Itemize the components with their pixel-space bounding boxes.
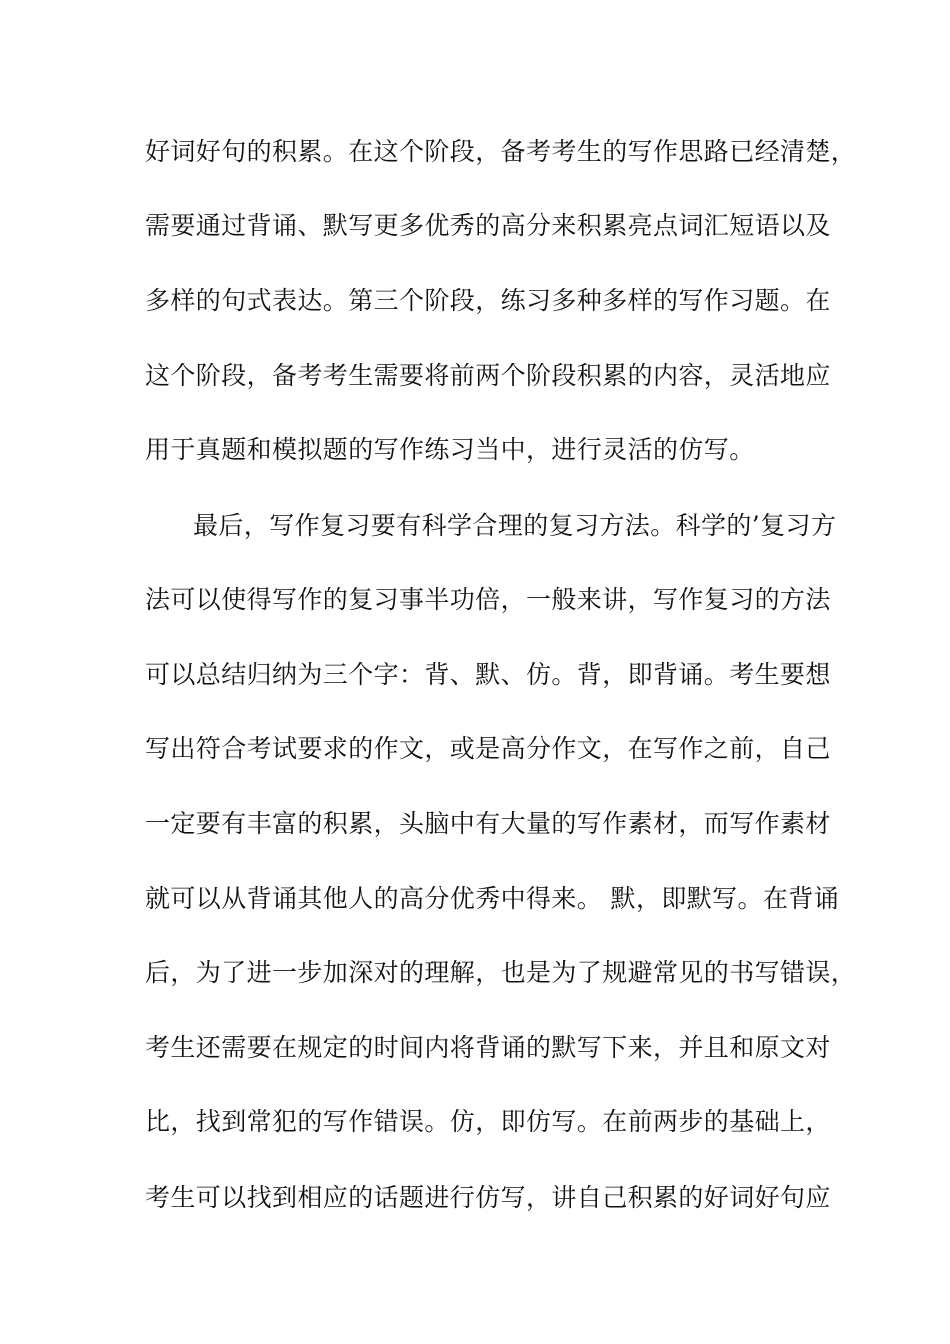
text-line: 最后，写作复习要有科学合理的复习方法。科学的’复习方 xyxy=(193,511,837,540)
text-line: 用于真题和模拟题的写作练习当中，进行灵活的仿写。 xyxy=(145,435,755,464)
text-line: 比，找到常犯的写作错误。仿，即仿写。在前两步的基础上， xyxy=(145,1107,831,1136)
text-line: 这个阶段，备考考生需要将前两个阶段积累的内容，灵活地应 xyxy=(145,361,831,390)
text-line: 考生可以找到相应的话题进行仿写，讲自己积累的好词好句应 xyxy=(145,1183,831,1212)
text-line: 可以总结归纳为三个字：背、默、仿。背，即背诵。考生要想 xyxy=(145,660,831,689)
text-line: 多样的句式表达。第三个阶段，练习多种多样的写作习题。在 xyxy=(145,286,831,315)
text-line: 一定要有丰富的积累，头脑中有大量的写作素材，而写作素材 xyxy=(145,809,831,838)
text-line: 考生还需要在规定的时间内将背诵的默写下来，并且和原文对 xyxy=(145,1033,831,1062)
text-line: 法可以使得写作的复习事半功倍，一般来讲，写作复习的方法 xyxy=(145,585,831,614)
text-line: 写出符合考试要求的作文，或是高分作文，在写作之前，自己 xyxy=(145,734,831,763)
text-line: 后，为了进一步加深对的理解，也是为了规避常见的书写错误， xyxy=(145,958,857,987)
text-line: 就可以从背诵其他人的高分优秀中得来。 默，即默写。在背诵 xyxy=(145,884,840,913)
text-line: 好词好句的积累。在这个阶段，备考考生的写作思路已经清楚， xyxy=(145,137,857,166)
text-line: 需要通过背诵、默写更多优秀的高分来积累亮点词汇短语以及 xyxy=(145,211,831,240)
